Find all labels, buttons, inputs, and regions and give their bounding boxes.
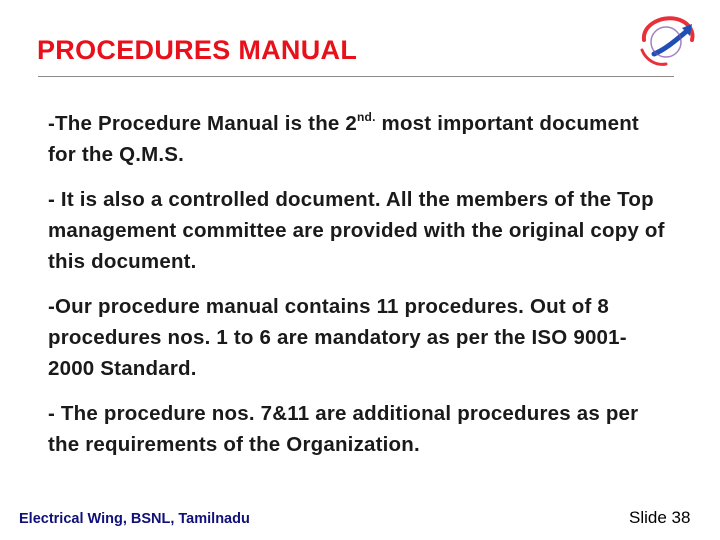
paragraph-1-text: -The Procedure Manual is the 2 [48, 112, 358, 135]
body-text [48, 108, 668, 474]
paragraph-1 [48, 108, 668, 170]
paragraph-4: - The procedure nos. 7&11 are additional procedures as per the requirements of the Organization. [48, 402, 639, 456]
slide-number: Slide 38 [629, 508, 691, 527]
slide-title: PROCEDURES MANUAL [37, 35, 358, 65]
paragraph-3: -Our procedure manual contains 11 procedures. Out of 8 procedures nos. 1 to 6 are mandatory as per the ISO 9001-2000 Standard. [48, 295, 627, 380]
paragraph-2: - It is also a controlled document. All the members of the Top management committee are provided with the original copy of this document. [48, 188, 665, 273]
footer-organization: Electrical Wing, BSNL, Tamilnadu [19, 511, 250, 527]
ordinal-superscript: nd. [357, 110, 376, 124]
title-divider [38, 76, 674, 77]
paragraph-1-text-rest: most important document for the Q.M.S. [48, 112, 639, 166]
bsnl-logo-icon [634, 10, 698, 74]
